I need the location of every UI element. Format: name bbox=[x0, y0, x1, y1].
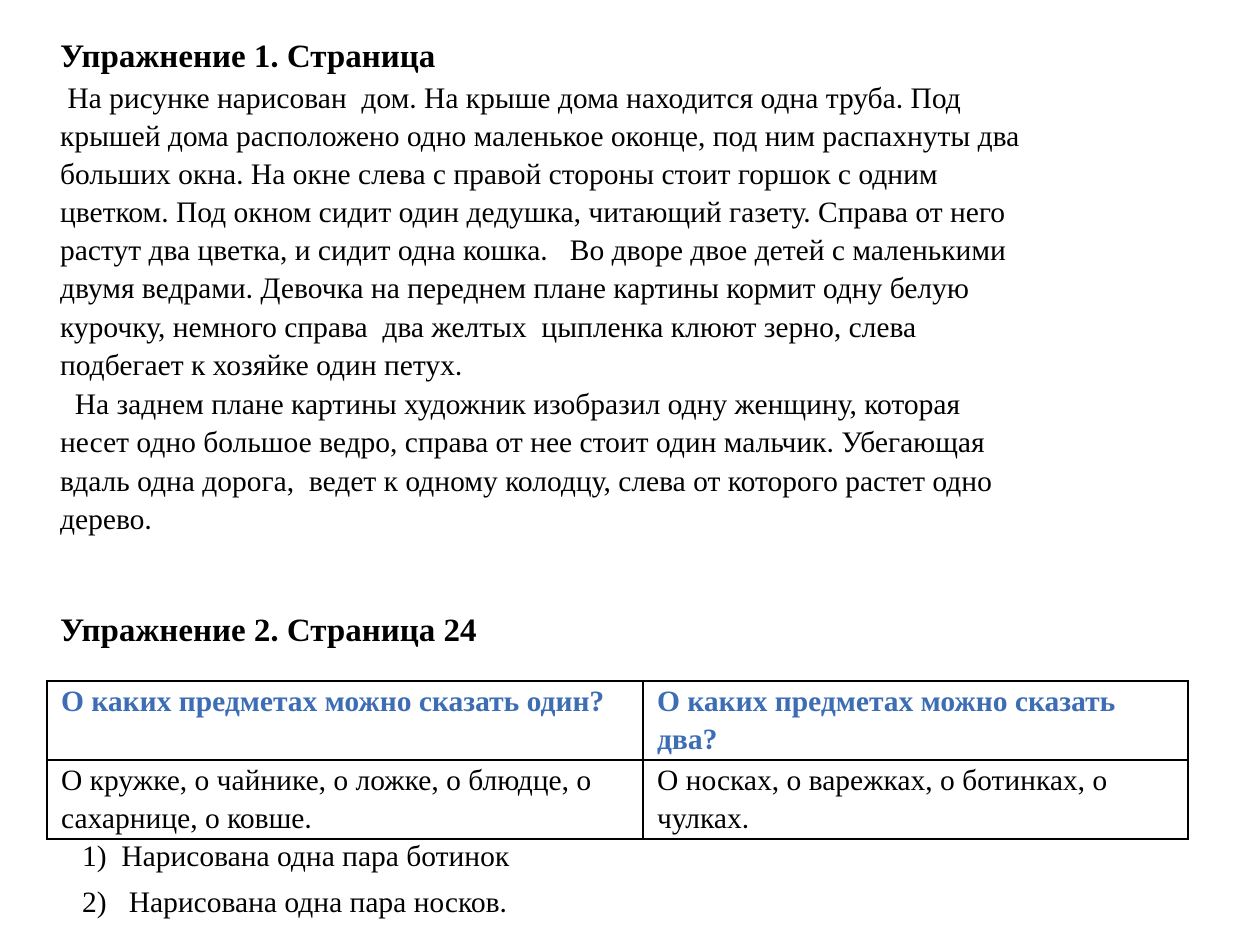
table-header-row bbox=[47, 681, 1188, 760]
exercise-2-title: Упражнение 2. Страница 24 bbox=[60, 613, 477, 649]
list-item-text: Нарисована одна пара ботинок bbox=[121, 841, 510, 873]
exercise-1-line: курочку, немного справа два желтых цыпленка клюют зерно, слева bbox=[60, 312, 917, 344]
table-header-cell: О каких предметах можно сказать два? bbox=[643, 681, 1188, 760]
exercise-1-line: На рисунке нарисован дом. На крыше дома находится одна труба. Под bbox=[60, 83, 961, 115]
exercise-1-line: несет одно большое ведро, справа от нее стоит один мальчик. Убегающая bbox=[60, 427, 985, 459]
exercise-2-table bbox=[46, 680, 1189, 840]
list-item bbox=[82, 884, 507, 922]
exercise-1-line: крышей дома расположено одно маленькое оконце, под ним распахнуты два bbox=[60, 121, 1020, 153]
list-item-number: 2) bbox=[82, 887, 107, 919]
list-item-number: 1) bbox=[82, 841, 107, 873]
table-cell: О кружке, о чайнике, о ложке, о блюдце, о сахарнице, о ковше. bbox=[47, 760, 643, 839]
table-cell: О носках, о варежках, о ботинках, о чулках. bbox=[643, 760, 1188, 839]
list-item-text: Нарисована одна пара носков. bbox=[128, 887, 507, 919]
exercise-1-line: двумя ведрами. Девочка на переднем плане картины кормит одну белую bbox=[60, 273, 969, 305]
exercise-1-line: цветком. Под окном сидит один дедушка, читающий газету. Справа от него bbox=[60, 197, 1005, 229]
exercise-1-line: вдаль одна дорога, ведет к одному колодцу, слева от которого растет одно bbox=[60, 466, 992, 498]
table-row bbox=[47, 760, 1188, 839]
exercise-1-line: подбегает к хозяйке один петух. bbox=[60, 350, 463, 382]
exercise-1-line: растут два цветка, и сидит одна кошка. Во дворе двое детей с маленькими bbox=[60, 235, 1006, 267]
exercise-1-title: Упражнение 1. Страница bbox=[60, 39, 436, 75]
exercise-1-line: больших окна. На окне слева с правой стороны стоит горшок с одним bbox=[60, 159, 938, 191]
exercise-1-line: На заднем плане картины художник изобразил одну женщину, которая bbox=[60, 389, 961, 421]
exercise-1-line: дерево. bbox=[60, 504, 152, 536]
list-item bbox=[82, 838, 509, 876]
table-header-cell: О каких предметах можно сказать один? bbox=[47, 681, 643, 760]
